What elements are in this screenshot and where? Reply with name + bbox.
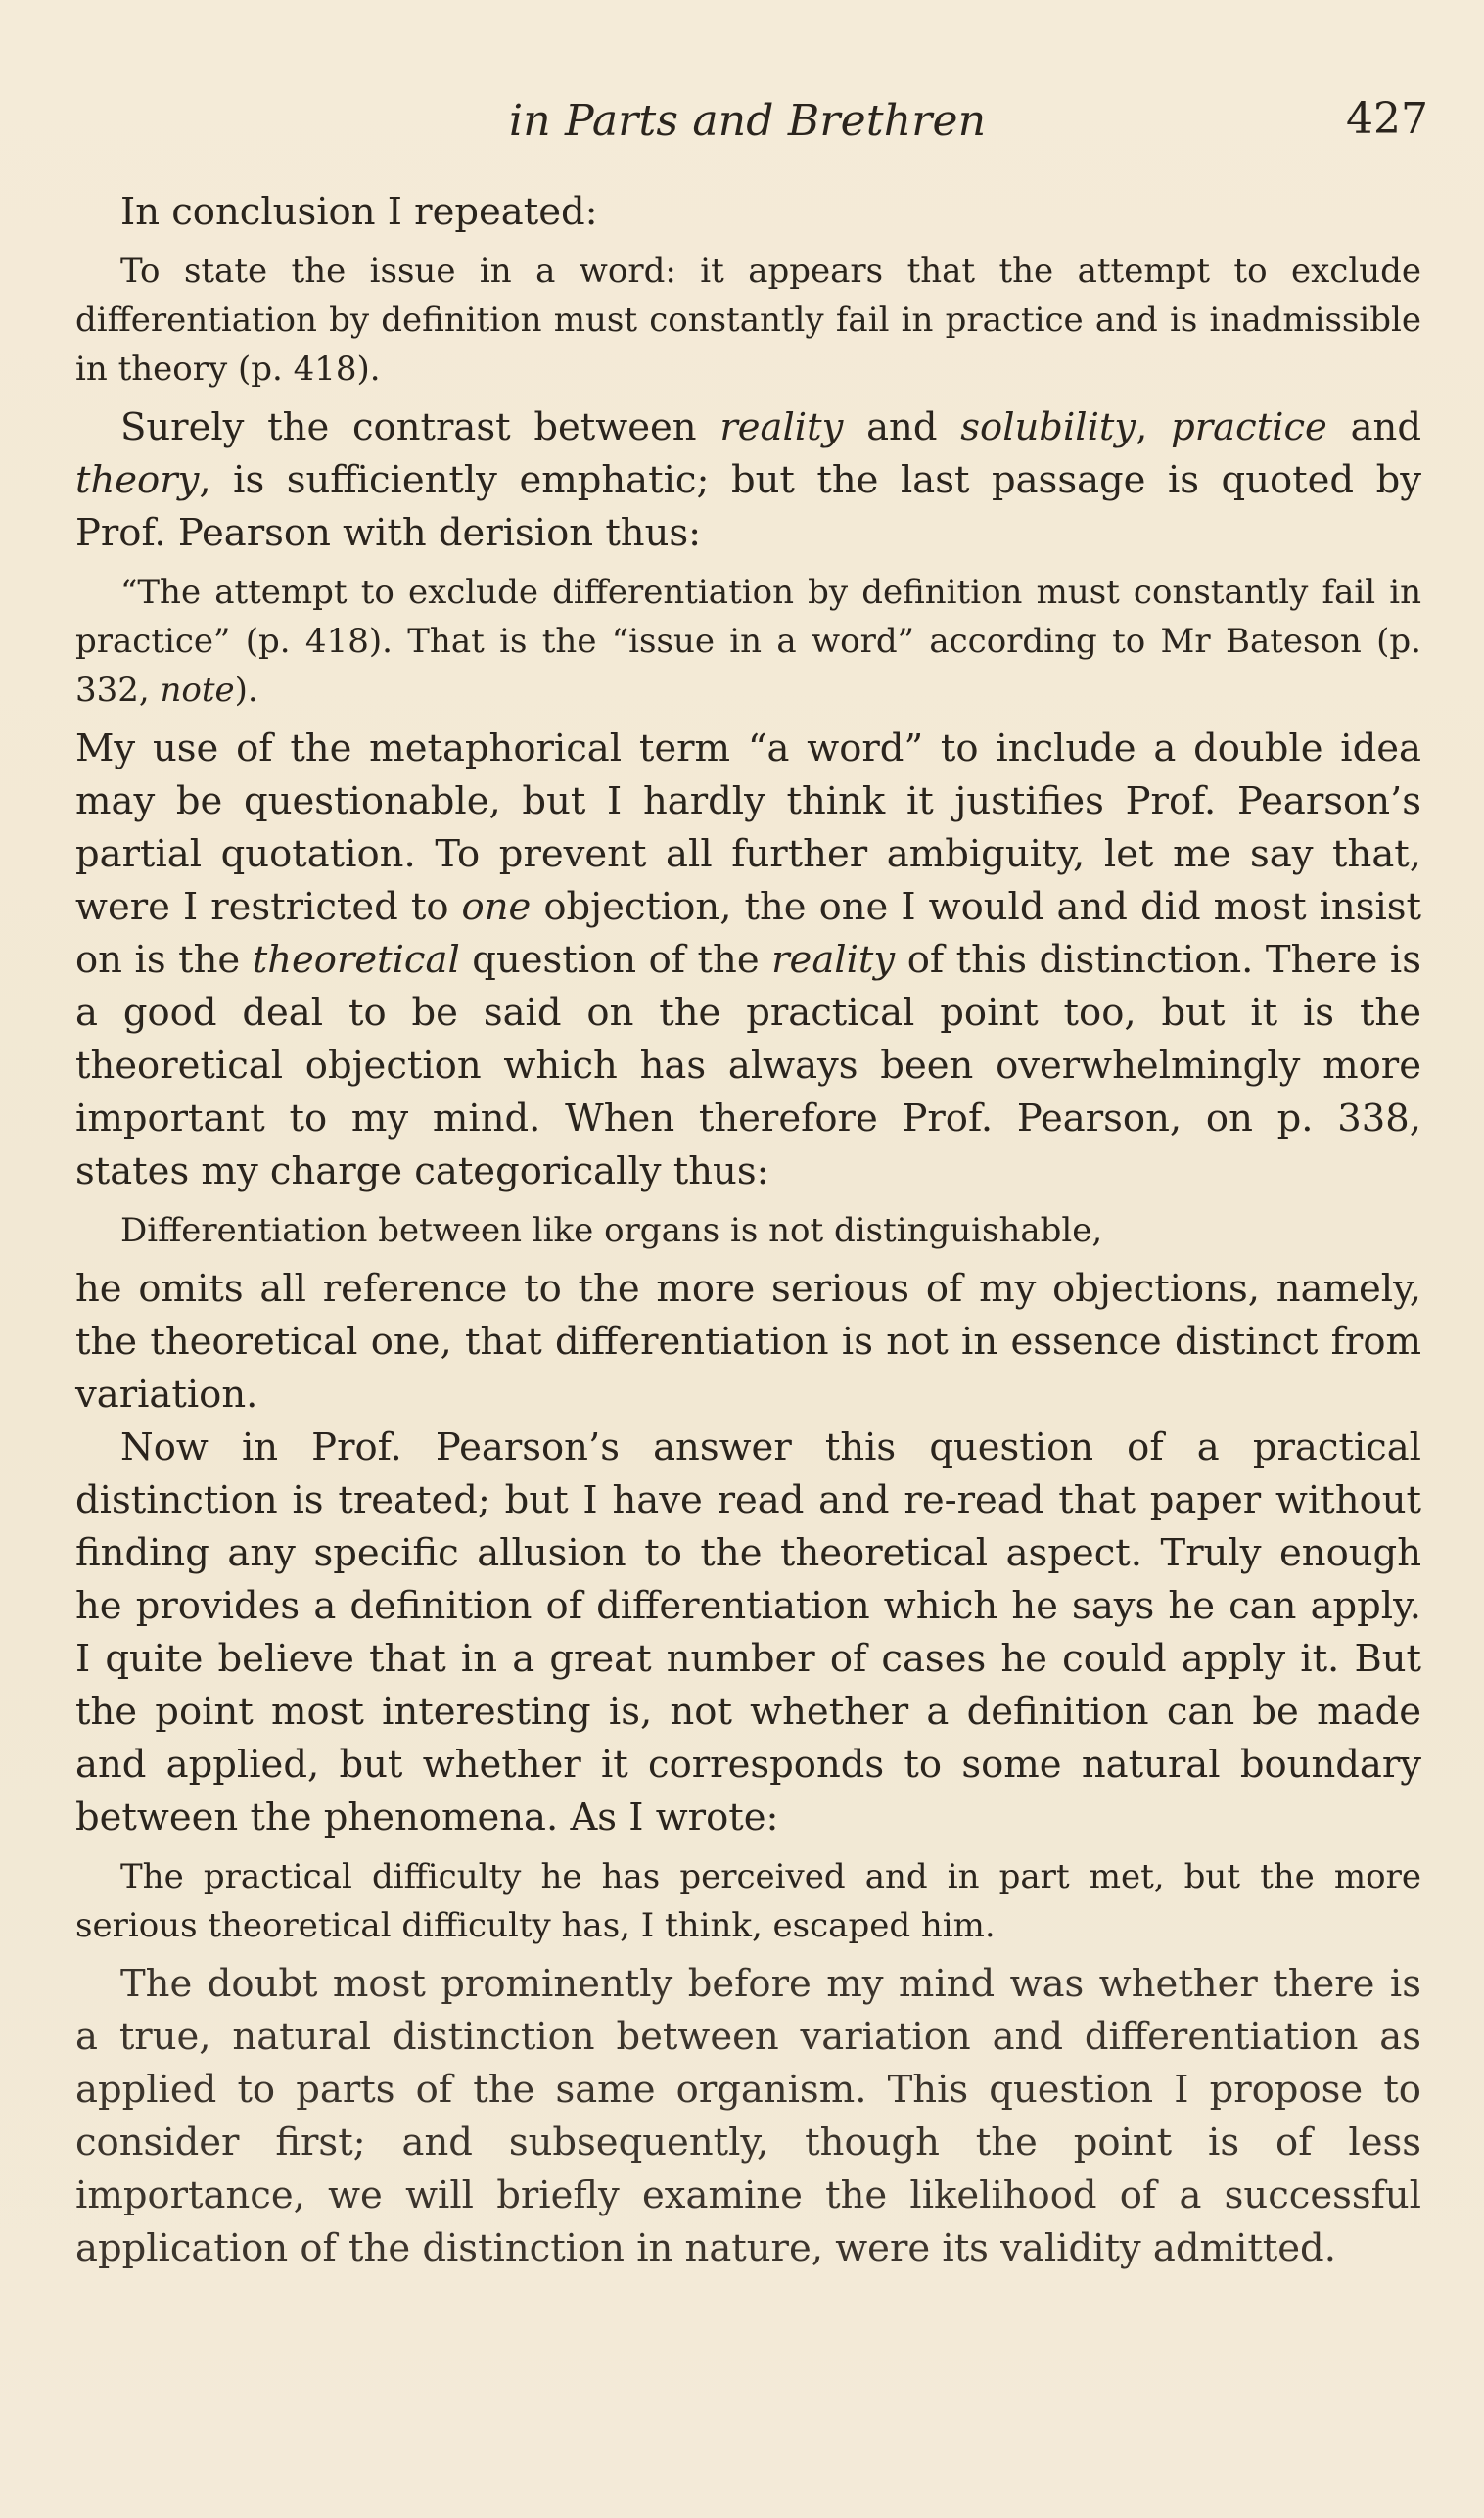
page-header — [0, 90, 1484, 159]
text-run: My use of the metaphorical term “a word” to include a double idea may be questionable, but I hardly think it justifies Prof. Pearson’s partial quotation. To prevent all further ambiguity, let me say that, were I restricted to — [75, 726, 1421, 929]
running-head: in Parts and Brethren — [509, 96, 987, 146]
paragraph-doubt — [75, 1958, 1421, 2275]
text-run: objection, the one I would and did most insist on is the — [75, 885, 1421, 982]
paragraph-text: he omits all reference to the more serious of my objections, namely, the theoretical one, that differentiation is not in essence distinct from variation. — [75, 1267, 1421, 1417]
page-number: 427 — [1346, 94, 1428, 144]
block-quote-2 — [75, 568, 1421, 715]
italic-term: theoretical — [252, 938, 460, 982]
paragraph-omits — [75, 1263, 1421, 1422]
text-run: Surely the contrast between — [120, 405, 720, 449]
paragraph-text: The doubt most prominently before my mind was whether there is a true, natural distinction between variation and differentiation as applied to parts of the same organism. This question I propose to consider first; and subsequently, though the point is of less importance, we will briefly examine the likelihood of a successful application of the distinction in nature, were its validity admitted. — [75, 1962, 1421, 2270]
text-run: , — [1136, 405, 1172, 449]
paragraph-answer — [75, 1422, 1421, 1844]
text-run: , is sufficiently emphatic; but the last passage is quoted by Prof. Pearson with derision thus: — [75, 458, 1421, 555]
text-run: question of the — [459, 938, 772, 982]
text-run: “The attempt to exclude differentiation by definition must constantly fail in practice” (p. 418). That is the “issue in a word” according to Mr Bateson (p. 332, — [75, 573, 1421, 710]
block-quote-4 — [75, 1852, 1421, 1950]
italic-term: solubility — [960, 405, 1136, 449]
paragraph-text: Now in Prof. Pearson’s answer this question of a practical distinction is treated; but I have read and re-read that paper without finding any specific allusion to the theoretical aspect. Truly enough he provides a definition of differentiation which he says he can apply. I quite believe that in a great number of cases he could apply it. But the point most interesting is, not whether a definition can be made and applied, but whether it corresponds to some natural boundary between the phenomena. As I wrote: — [75, 1425, 1421, 1840]
italic-term: reality — [719, 405, 844, 449]
text-run: of this distinction. There is a good deal to be said on the practical point too, but it is the theoretical objection which has always been overwhelmingly more important to my mind. When therefore Prof. Pearson, on p. 338, states my charge categorically thus: — [75, 938, 1421, 1193]
italic-term: theory — [75, 458, 200, 502]
paragraph-intro — [75, 186, 1421, 239]
paragraph-text: In conclusion I repeated: — [120, 190, 598, 234]
block-quote-1 — [75, 247, 1421, 394]
quote-text: Differentiation between like organs is not distinguishable, — [120, 1211, 1103, 1250]
page-body — [75, 186, 1421, 2275]
text-run: ). — [234, 671, 258, 710]
paragraph-metaphor — [75, 723, 1421, 1198]
quote-text: The practical difficulty he has perceived and in part met, but the more serious theoretical difficulty has, I think, escaped him. — [75, 1857, 1421, 1945]
text-run: and — [843, 405, 961, 449]
paragraph-contrast — [75, 401, 1421, 560]
block-quote-3 — [75, 1206, 1421, 1255]
quote-text: To state the issue in a word: it appears that the attempt to exclude differentiation by definition must constantly fail in practice and is inadmissible in theory (p. 418). — [75, 252, 1421, 389]
italic-term: one — [461, 885, 532, 929]
text-run: and — [1326, 405, 1421, 449]
italic-term: practice — [1171, 405, 1327, 449]
italic-term: note — [160, 671, 235, 710]
italic-term: reality — [771, 938, 896, 982]
